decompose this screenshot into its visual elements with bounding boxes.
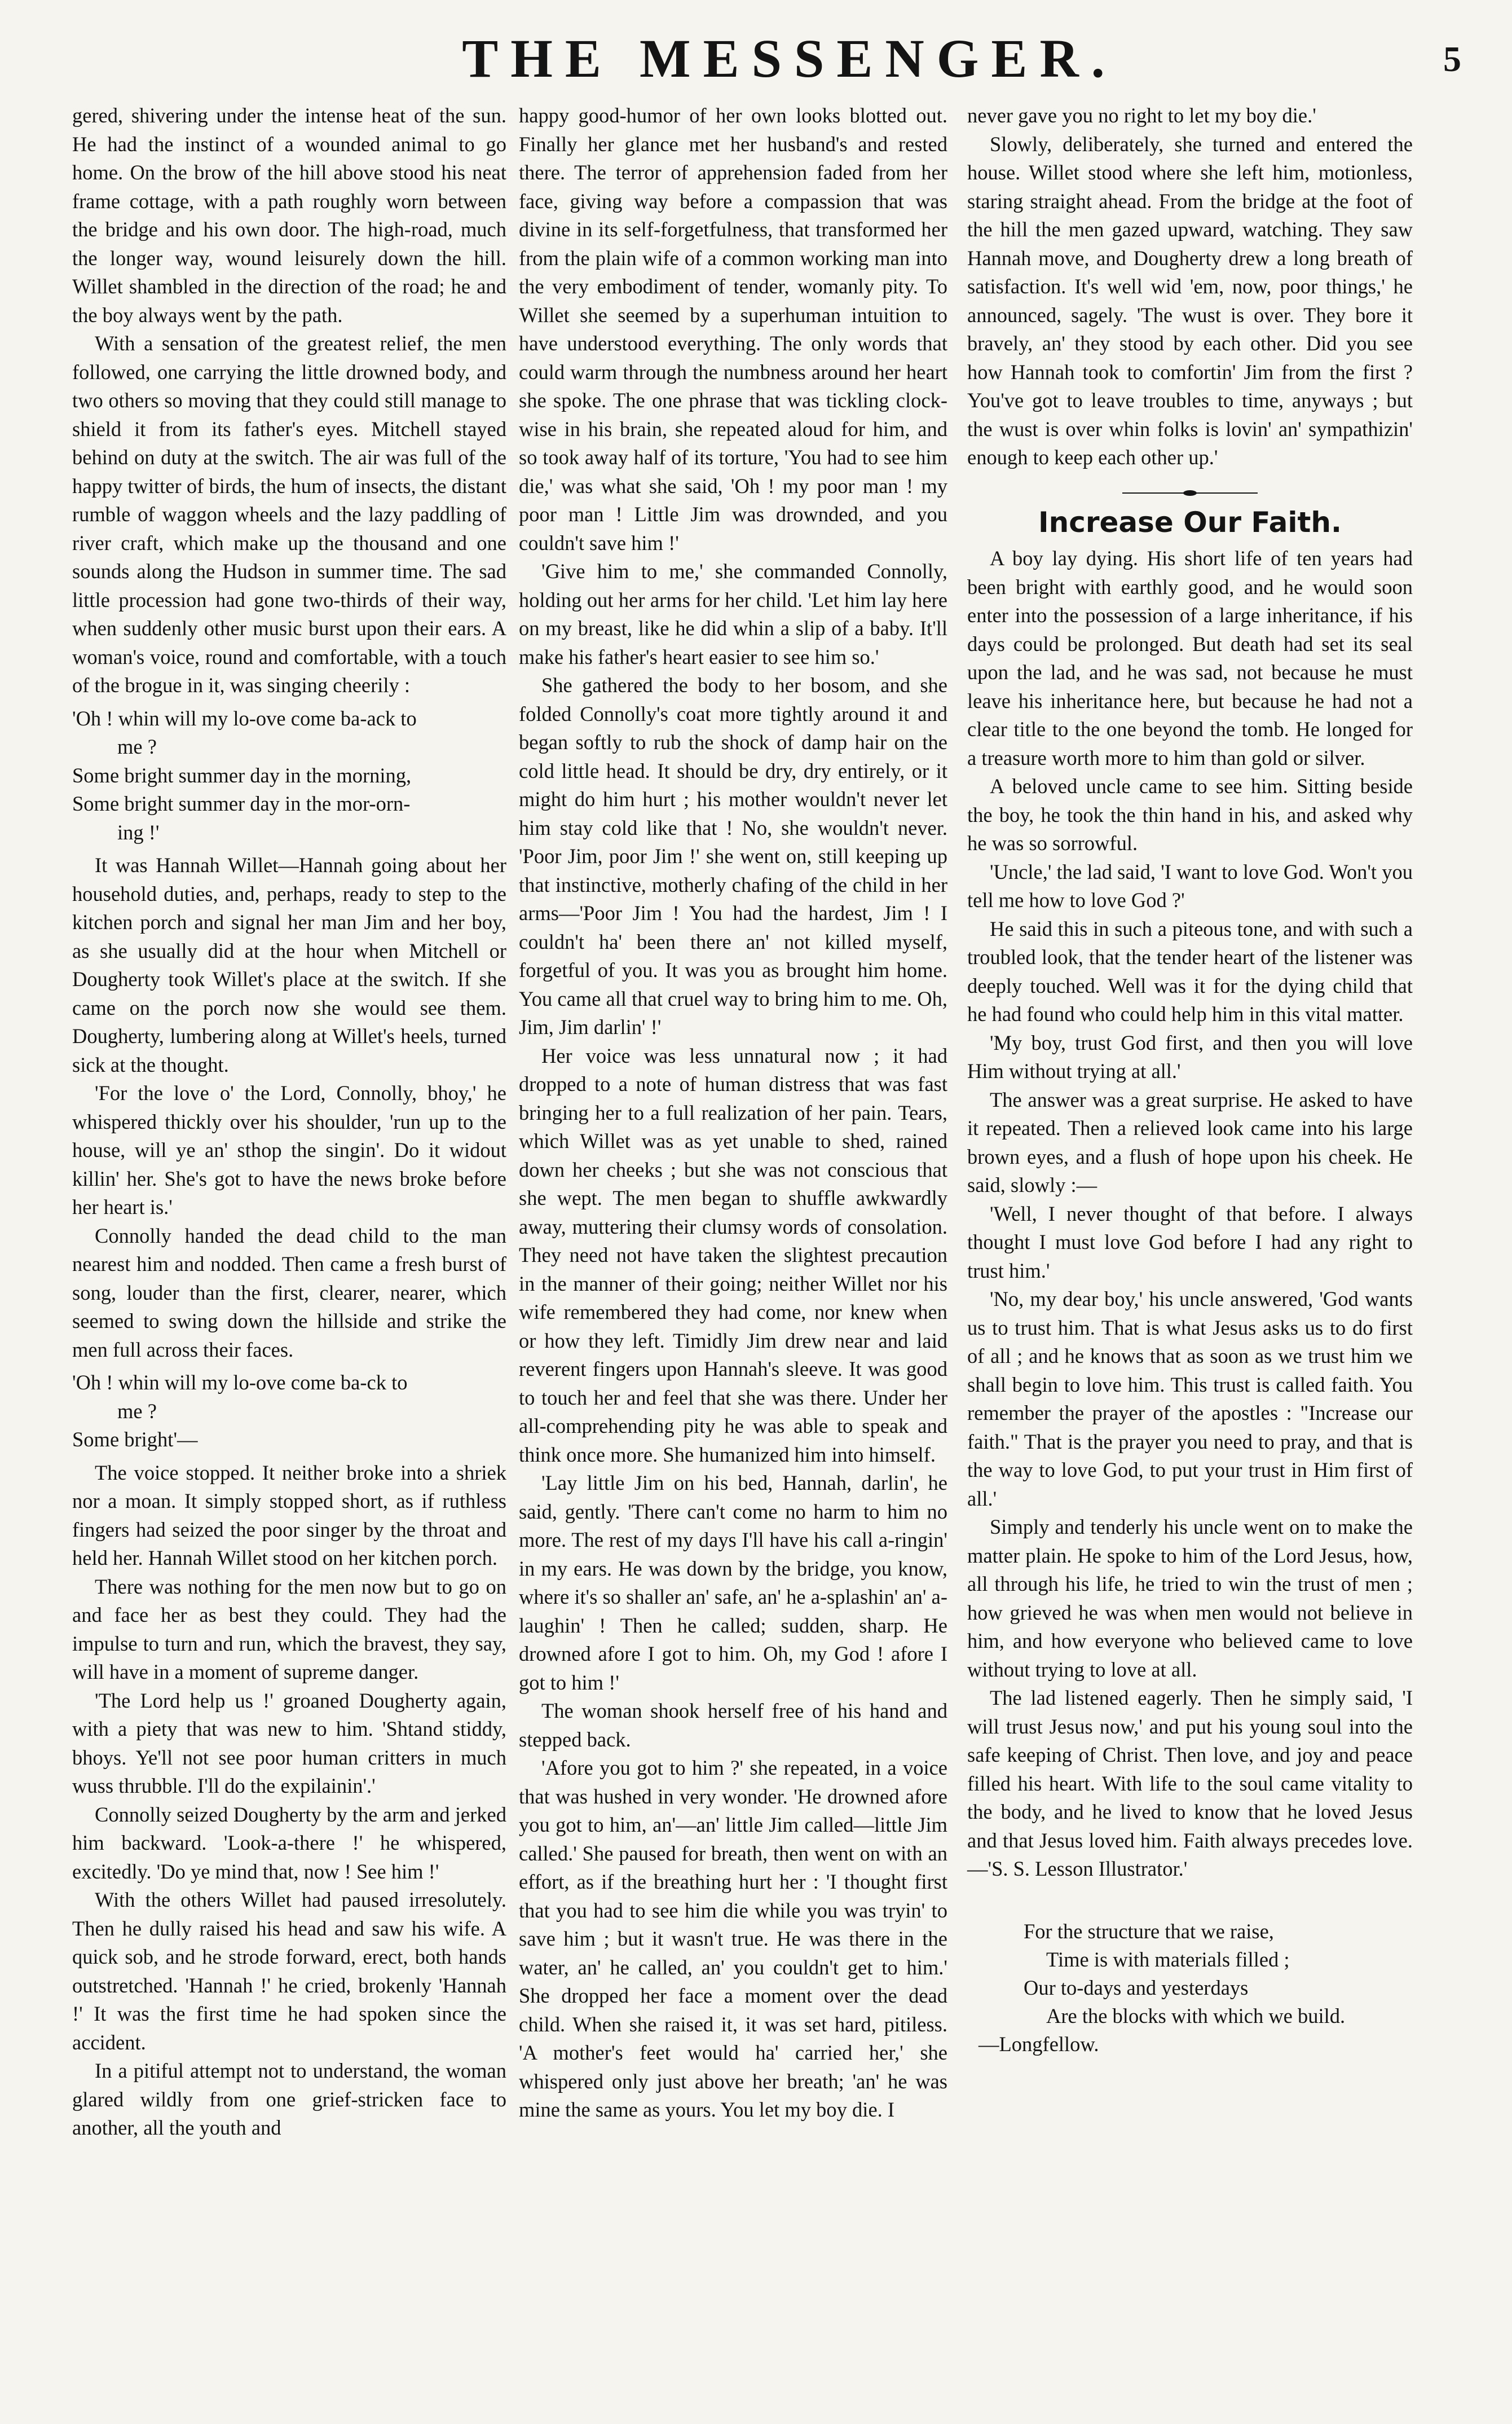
verse-line: me ? bbox=[117, 1399, 157, 1423]
paragraph: 'The Lord help us !' groaned Dougherty again, with a piety that was new to him. 'Shtand stiddy, bhoys. Ye'll not see poor human critters in much wuss thrubble. I'll do the expilainin'.' bbox=[72, 1688, 506, 1797]
column-2 bbox=[519, 102, 947, 2124]
verse-line: Some bright summer day in the morning, bbox=[72, 763, 412, 787]
verse-line: 'Oh ! whin will my lo-ove come ba-ck to bbox=[72, 1371, 408, 1394]
song-verse bbox=[72, 705, 506, 847]
masthead bbox=[0, 27, 1512, 112]
paragraph: Connolly handed the dead child to the man nearest him and nodded. Then came a fresh burst of song, louder than the first, clearer, nearer, which seemed to swing down the hillside and strike the men full across their faces. bbox=[72, 1224, 506, 1361]
verse-line: ing !' bbox=[117, 820, 160, 844]
paragraph: 'Lay little Jim on his bed, Hannah, darlin', he said, gently. 'There can't come no harm to him no more. The rest of my days I'll have his call a-ringin' in my ears. He was down by the bridge, you know, where it's so shaller an' safe, an' he a-splashin' an' a-laughin' ! Then he called; sudden, sharp. He drowned afore I got to him. Oh, my God ! afore I got to him !' bbox=[519, 1471, 947, 1694]
poem-line: Our to-days and yesterdays bbox=[1024, 1976, 1249, 1999]
paragraph: gered, shivering under the intense heat of the sun. He had the instinct of a wounded animal to go home. On the brow of the hill above stood his neat frame cottage, with a path roughly worn between the bridge and his own door. The high-road, much the longer way, wound leisurely down the hill. Willet shambled in the direction of the road; he and the boy always went by the path. bbox=[72, 104, 506, 327]
paragraph: 'Give him to me,' she commanded Connolly, holding out her arms for her child. 'Let him lay here on my breast, like he did whin a slip of a baby. It'll make his father's heart easier to see him so.' bbox=[519, 560, 947, 668]
poem-line: Time is with materials filled ; bbox=[1046, 1947, 1290, 1971]
paragraph: 'No, my dear boy,' his uncle answered, 'God wants us to trust him. That is what Jesus asks us to do first of all ; and he knows that as soon as we trust him we shall begin to love him. This trust is called faith. You remember the prayer of the apostles : "Increase our faith." That is the prayer you need to pray, and that is the way to love God, to put your trust in Him first of all.' bbox=[967, 1287, 1413, 1510]
verse-line: Some bright summer day in the mor-orn- bbox=[72, 792, 411, 815]
paragraph: In a pitiful attempt not to understand, the woman glared wildly from one grief-stricken face to another, all the youth and bbox=[72, 2059, 506, 2139]
paragraph: A beloved uncle came to see him. Sitting beside the boy, he took the thin hand in his, and asked why he was so sorrowful. bbox=[967, 775, 1413, 855]
section-divider bbox=[1122, 492, 1258, 496]
section-title: Increase Our Faith. bbox=[1038, 505, 1342, 539]
paragraph: never gave you no right to let my boy die.' bbox=[967, 104, 1316, 127]
publication-title: THE MESSENGER. bbox=[462, 28, 1117, 89]
poem-line: Are the blocks with which we build. bbox=[1046, 2004, 1346, 2027]
verse-line: 'Oh ! whin will my lo-ove come ba-ack to bbox=[72, 706, 417, 730]
paragraph: 'Afore you got to him ?' she repeated, in a voice that was hushed in very wonder. 'He drowned afore you got to him, an'—an' little Jim called—little Jim called.' She paused for breath, then went on with an effort, as if the breathing hurt her : 'I thought first that you had to see him die while you was tryin' to save him ; but it wasn't true. He was there in the water, an' he called, an' you couldn't get to him.' She dropped her face a moment over the dead child. When she raised it, it was set hard, pitiless. 'A mother's feet would ha' carried her,' she whispered only just above her breath; 'an' he was mine the same as yours. You let my boy die. I bbox=[519, 1756, 947, 2121]
paragraph: Simply and tenderly his uncle went on to make the matter plain. He spoke to him of the Lord Jesus, how, all through his life, he tried to win the trust of men ; how grieved he was when men would not believe in him, and how everyone who believed came to love without trying to love at all. bbox=[967, 1515, 1413, 1681]
paragraph: The voice stopped. It neither broke into a shriek nor a moan. It simply stopped short, as if ruthless fingers had seized the poor singer by the throat and held her. Hannah Willet stood on her kitchen porch. bbox=[72, 1460, 506, 1569]
paragraph: Her voice was less unnatural now ; it had dropped to a note of human distress that was fast bringing her to a full realization of her pain. Tears, which Willet was as yet unable to shed, rained down her cheeks ; but she was not conscious that she wept. The men began to shuffle awkwardly away, muttering their clumsy words of consolation. They need not have taken the slightest precaution in the manner of their going; neither Willet nor his wife remembered they had come, nor knew when or how they left. Timidly Jim drew near and laid reverent fingers upon Hannah's sleeve. It was good to touch her and feel that she was there. Under her all-comprehending pity he was able to speak and think once more. She humanized him into himself. bbox=[519, 1044, 947, 1466]
paragraph: 'Well, I never thought of that before. I always thought I must love God before I had any right to trust him.' bbox=[967, 1202, 1413, 1282]
column-1 bbox=[72, 102, 506, 2143]
paragraph: Connolly seized Dougherty by the arm and jerked him backward. 'Look-a-there !' he whispered, excitedly. 'Do ye mind that, now ! See him !' bbox=[72, 1802, 506, 1883]
song-verse bbox=[72, 1369, 506, 1454]
verse-line: Some bright'— bbox=[72, 1428, 198, 1451]
poem-line: For the structure that we raise, bbox=[1024, 1919, 1274, 1943]
paragraph: 'Uncle,' the lad said, 'I want to love God. Won't you tell me how to love God ?' bbox=[967, 860, 1413, 912]
paragraph: She gathered the body to her bosom, and she folded Connolly's coat more tightly around it and began softly to rub the shock of damp hair on the cold little head. It should be dry, dry entirely, or it might do him hurt ; his mother wouldn't never let him stay cold like that ! No, she wouldn't never. 'Poor Jim, poor Jim !' she went on, still keeping up that instinctive, motherly chafing of the child in her arms—'Poor Jim ! You had the hardest, Jim ! I couldn't ha' been there an' not killed myself, forgetful of you. It was you as brought him home. You came all that cruel way to bring him to me. Oh, Jim, Jim darlin' !' bbox=[519, 674, 947, 1039]
verse-line: me ? bbox=[117, 735, 157, 758]
paragraph: 'For the love o' the Lord, Connolly, bhoy,' he whispered thickly over his shoulder, 'run up to the house, will ye an' sthop the singin'. Do it widout killin' her. She's got to have the news broke before her heart is.' bbox=[72, 1081, 506, 1218]
paragraph: A boy lay dying. His short life of ten years had been bright with earthly good, and he would soon enter into the possession of a large inheritance, if his days could be prolonged. But death had set its seal upon the lad, and he was sad, not because he must leave his inheritance here, but because he had not a clear title to the one beyond the tomb. He longed for a treasure worth more to him than gold or silver. bbox=[967, 547, 1413, 769]
paragraph: 'My boy, trust God first, and then you will love Him without trying at all.' bbox=[967, 1031, 1413, 1083]
paragraph: happy good-humor of her own looks blotted out. Finally her glance met her husband's and rested there. The terror of apprehension faded from her face, giving way before a compassion that was divine in its self-forgetfulness, that transformed her from the plain wife of a common working man into the very embodiment of tender, womanly pity. To Willet she seemed by a superhuman intuition to have understood everything. The only words that could warm through the numbness around her heart she spoke. The one phrase that was tickling clock-wise in his brain, she repeated aloud for him, and so took away half of its torture, 'You had to see him die,' was what she said, 'Oh ! my poor man ! my poor man ! Little Jim was drownded, and you couldn't save him !' bbox=[519, 104, 947, 555]
paragraph: He said this in such a piteous tone, and with such a troubled look, that the tender heart of the listener was deeply touched. Well was it for the dying child that he had found who could help him in this vital matter. bbox=[967, 917, 1413, 1026]
paragraph: It was Hannah Willet—Hannah going about her household duties, and, perhaps, ready to step to the kitchen porch and signal her man Jim and her boy, as she usually did at the hour when Mitchell or Dougherty took Willet's place at the switch. If she came on the porch now she would see them. Dougherty, lumbering along at Willet's heels, turned sick at the thought. bbox=[72, 854, 506, 1076]
column-3 bbox=[967, 102, 1413, 2058]
poem-attribution: —Longfellow. bbox=[978, 2032, 1099, 2056]
page-number: 5 bbox=[1443, 39, 1461, 79]
paragraph: The answer was a great surprise. He asked to have it repeated. Then a relieved look came into his large brown eyes, and a flush of hope upon his cheek. He said, slowly :— bbox=[967, 1088, 1413, 1196]
paragraph: Slowly, deliberately, she turned and entered the house. Willet stood where she left him, motionless, staring straight ahead. From the bridge at the foot of the hill the men gazed upward, watching. They saw Hannah move, and Dougherty drew a long breath of satisfaction. It's well wid 'em, now, poor things,' he announced, sagely. 'The wust is over. They bore it bravely, an' they stood by each other. Did you see how Hannah took to comfortin' Jim from the first ? You've got to leave troubles to time, anyways ; but the wust is over whin folks is lovin' an' sympathizin' enough to keep each other up.' bbox=[967, 132, 1413, 469]
poem bbox=[967, 1917, 1413, 2058]
paragraph: The lad listened eagerly. Then he simply said, 'I will trust Jesus now,' and put his young soul into the safe keeping of Christ. Then love, and joy and peace filled his heart. With life to the soul came vitality to the body, and he lived to know that he loved Jesus and that Jesus loved him. Faith always precedes love.—'S. S. Lesson Illustrator.' bbox=[967, 1686, 1413, 1880]
paragraph: With a sensation of the greatest relief, the men followed, one carrying the little drowned body, and two others so moving that they could still manage to shield it from its father's eyes. Mitchell stayed behind on duty at the switch. The air was full of the happy twitter of birds, the hum of insects, the distant rumble of waggon wheels and the lazy paddling of river craft, which make up the thousand and one sounds along the Hudson in summer time. The sad little procession had gone two-thirds of their way, when suddenly other music burst upon their ears. A woman's voice, round and comfortable, with a touch of the brogue in it, was singing cheerily : bbox=[72, 332, 506, 697]
paragraph: The woman shook herself free of his hand and stepped back. bbox=[519, 1699, 947, 1751]
paragraph: With the others Willet had paused irresolutely. Then he dully raised his head and saw his wife. A quick sob, and he strode forward, erect, both hands outstretched. 'Hannah !' he cried, brokenly 'Hannah !' It was the first time he had spoken since the accident. bbox=[72, 1888, 506, 2054]
paragraph: There was nothing for the men now but to go on and face her as best they could. They had the impulse to turn and run, which the bravest, they say, will have in a moment of supreme danger. bbox=[72, 1574, 506, 1683]
